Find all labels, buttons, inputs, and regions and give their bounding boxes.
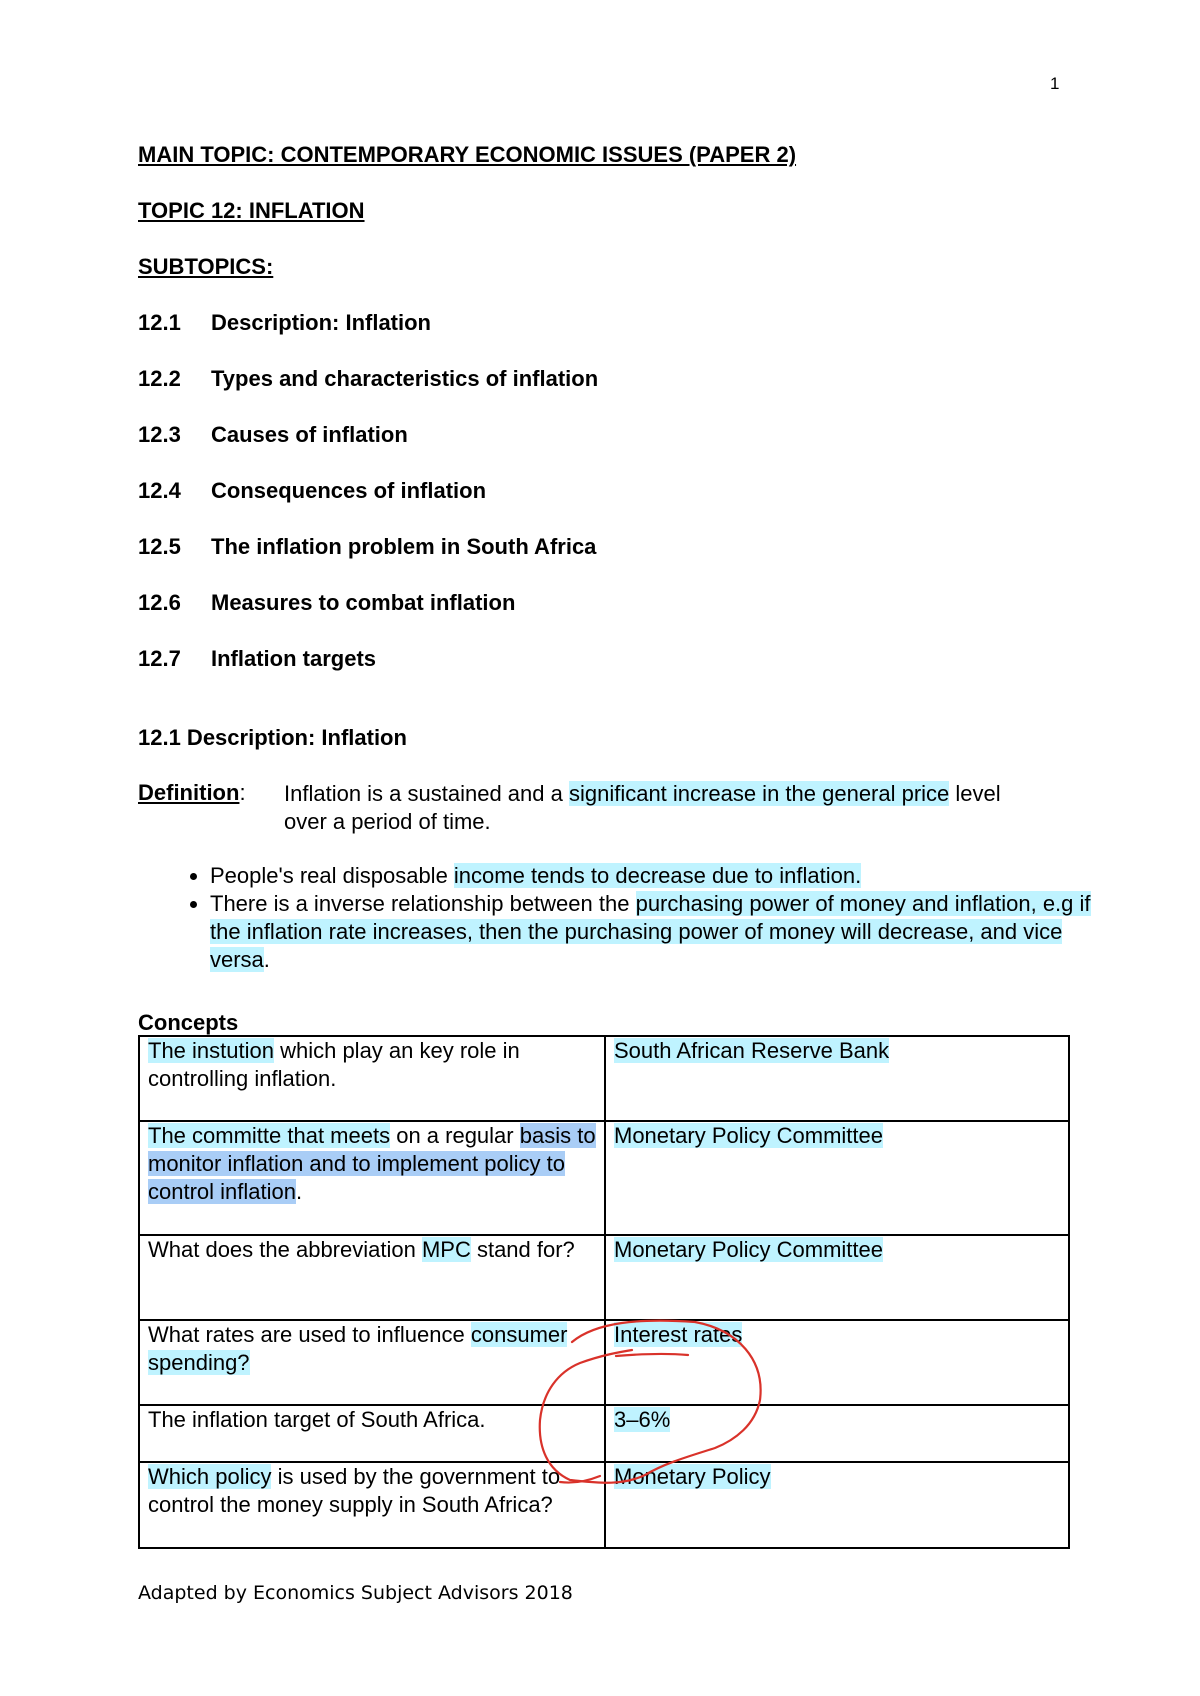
table-cell-question: What rates are used to influence consumer spending?: [139, 1320, 605, 1405]
table-row: [139, 1462, 1069, 1548]
concepts-heading: Concepts: [138, 1010, 239, 1035]
definition-label: Definition:: [138, 780, 246, 805]
main-topic-heading: MAIN TOPIC: CONTEMPORARY ECONOMIC ISSUES (PAPER 2): [138, 142, 797, 167]
page-footer: Adapted by Economics Subject Advisors 2018: [138, 1582, 573, 1604]
bullet-list: [170, 862, 1110, 974]
subtopic-item: 12.3 Causes of inflation: [138, 422, 408, 447]
table-cell-answer: Interest rates: [605, 1320, 1069, 1405]
subtopic-item: 12.7 Inflation targets: [138, 646, 377, 671]
concepts-table: [138, 1035, 1070, 1549]
section-heading: 12.1 Description: Inflation: [138, 725, 407, 750]
subtopic-item: 12.2 Types and characteristics of inflation: [138, 366, 599, 391]
table-row: [139, 1036, 1069, 1121]
table-cell-question: The committe that meets on a regular basis to monitor inflation and to implement policy to control inflation.: [139, 1121, 605, 1235]
table-row: [139, 1235, 1069, 1320]
table-cell-question: Which policy is used by the government to control the money supply in South Africa?: [139, 1462, 605, 1548]
table-cell-answer: South African Reserve Bank: [605, 1036, 1069, 1121]
topic-heading: TOPIC 12: INFLATION: [138, 198, 365, 223]
subtopic-item: 12.5 The inflation problem in South Africa: [138, 534, 597, 559]
table-cell-answer: Monetary Policy Committee: [605, 1121, 1069, 1235]
subtopic-item: 12.6 Measures to combat inflation: [138, 590, 516, 615]
bullet-item: • There is a inverse relationship between the purchasing power of money and inflation, e.g if the inflation rate increases, then the purchasing power of money will decrease, and vice versa.: [210, 890, 1110, 974]
table-cell-question: The inflation target of South Africa.: [139, 1405, 605, 1462]
definition-text: Inflation is a sustained and a significant increase in the general price level over a period of time.: [284, 781, 1001, 834]
table-row: [139, 1320, 1069, 1405]
subtopics-heading: SUBTOPICS:: [138, 254, 274, 279]
table-cell-answer: Monetary Policy Committee: [605, 1235, 1069, 1320]
table-cell-question: What does the abbreviation MPC stand for?: [139, 1235, 605, 1320]
table-cell-answer: 3–6%: [605, 1405, 1069, 1462]
subtopic-item: 12.4 Consequences of inflation: [138, 478, 487, 503]
subtopic-item: 12.1 Description: Inflation: [138, 310, 431, 335]
table-cell-question: The instution which play an key role in controlling inflation.: [139, 1036, 605, 1121]
table-cell-answer: Monetary Policy: [605, 1462, 1069, 1548]
table-row: [139, 1405, 1069, 1462]
page-number: 1: [1050, 74, 1060, 93]
bullet-item: • People's real disposable income tends to decrease due to inflation.: [210, 862, 1110, 890]
table-row: [139, 1121, 1069, 1235]
